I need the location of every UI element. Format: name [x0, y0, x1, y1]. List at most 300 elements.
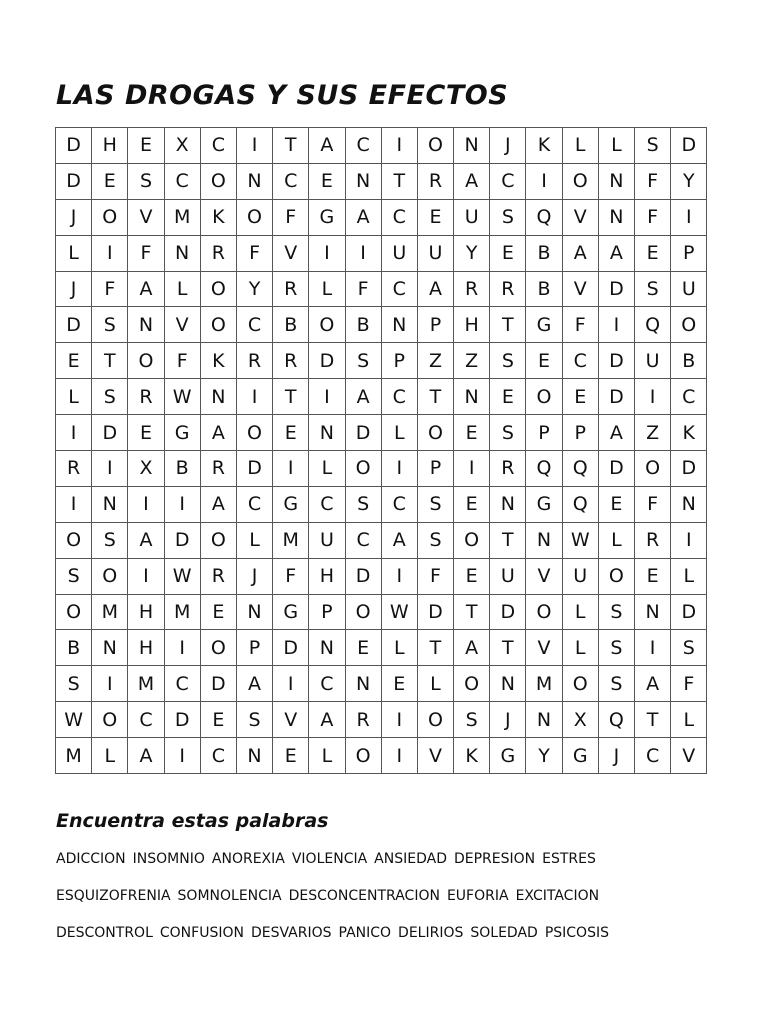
grid-cell: O — [454, 666, 490, 702]
grid-cell: D — [599, 451, 635, 487]
grid-cell: N — [454, 128, 490, 164]
grid-cell: E — [599, 487, 635, 523]
grid-cell: C — [346, 523, 382, 559]
grid-cell: R — [635, 523, 671, 559]
grid-cell: E — [382, 666, 418, 702]
grid-cell: G — [309, 200, 345, 236]
grid-cell: C — [309, 487, 345, 523]
grid-cell: M — [128, 666, 164, 702]
word-list-line-1 — [56, 849, 603, 869]
grid-cell: I — [382, 559, 418, 595]
grid-cell: N — [92, 487, 128, 523]
grid-cell: W — [56, 702, 92, 738]
grid-cell: P — [237, 630, 273, 666]
grid-cell: H — [454, 307, 490, 343]
grid-cell: I — [382, 738, 418, 774]
grid-cell: O — [563, 666, 599, 702]
grid-cell: F — [128, 236, 164, 272]
grid-cell: I — [273, 666, 309, 702]
grid-cell: D — [237, 451, 273, 487]
grid-cell: S — [599, 666, 635, 702]
grid-cell: N — [490, 666, 526, 702]
grid-cell: I — [237, 128, 273, 164]
grid-cell: O — [635, 451, 671, 487]
grid-cell: C — [382, 272, 418, 308]
grid-cell: V — [563, 200, 599, 236]
grid-cell: N — [526, 702, 562, 738]
grid-cell: T — [454, 595, 490, 631]
grid-cell: I — [92, 451, 128, 487]
grid-cell: O — [418, 128, 454, 164]
grid-cell: F — [635, 487, 671, 523]
grid-cell: L — [309, 451, 345, 487]
grid-cell: T — [490, 307, 526, 343]
page-title: LAS DROGAS Y SUS EFECTOS — [56, 80, 509, 111]
grid-cell: S — [454, 702, 490, 738]
grid-cell: S — [92, 523, 128, 559]
grid-cell: E — [92, 164, 128, 200]
grid-cell: N — [309, 630, 345, 666]
grid-cell: O — [201, 307, 237, 343]
grid-cell: D — [56, 307, 92, 343]
word-item: DELIRIOS — [398, 925, 464, 941]
grid-cell: I — [635, 379, 671, 415]
grid-cell: C — [128, 702, 164, 738]
grid-cell: N — [92, 630, 128, 666]
grid-cell: A — [128, 523, 164, 559]
grid-cell: J — [490, 702, 526, 738]
grid-cell: B — [526, 272, 562, 308]
grid-cell: Z — [635, 415, 671, 451]
grid-cell: A — [201, 487, 237, 523]
grid-cell: I — [671, 523, 707, 559]
grid-cell: O — [92, 702, 128, 738]
grid-cell: C — [273, 164, 309, 200]
grid-cell: N — [599, 164, 635, 200]
grid-cell: S — [56, 559, 92, 595]
grid-cell: E — [273, 415, 309, 451]
grid-cell: C — [165, 666, 201, 702]
grid-cell: C — [635, 738, 671, 774]
grid-cell: O — [56, 595, 92, 631]
grid-cell: M — [92, 595, 128, 631]
grid-cell: I — [165, 630, 201, 666]
grid-cell: I — [128, 559, 164, 595]
grid-cell: G — [526, 307, 562, 343]
grid-cell: R — [490, 272, 526, 308]
grid-cell: A — [635, 666, 671, 702]
grid-cell: V — [273, 702, 309, 738]
grid-cell: O — [599, 559, 635, 595]
grid-cell: F — [273, 200, 309, 236]
grid-cell: F — [671, 666, 707, 702]
grid-cell: A — [454, 630, 490, 666]
grid-cell: S — [237, 702, 273, 738]
grid-cell: E — [273, 738, 309, 774]
grid-cell: L — [56, 236, 92, 272]
grid-cell: D — [92, 415, 128, 451]
grid-cell: E — [490, 379, 526, 415]
grid-cell: N — [490, 487, 526, 523]
grid-cell: D — [346, 559, 382, 595]
grid-cell: L — [599, 523, 635, 559]
grid-cell: O — [92, 559, 128, 595]
word-item: DESCONTROL — [56, 925, 153, 941]
grid-cell: W — [165, 379, 201, 415]
grid-cell: F — [92, 272, 128, 308]
grid-cell: G — [526, 487, 562, 523]
grid-cell: T — [418, 630, 454, 666]
grid-cell: L — [382, 630, 418, 666]
grid-cell: H — [128, 630, 164, 666]
grid-cell: Q — [526, 200, 562, 236]
grid-cell: R — [418, 164, 454, 200]
grid-cell: E — [635, 236, 671, 272]
grid-cell: A — [128, 272, 164, 308]
grid-cell: D — [599, 272, 635, 308]
grid-cell: S — [128, 164, 164, 200]
grid-cell: E — [526, 343, 562, 379]
grid-cell: V — [128, 200, 164, 236]
grid-cell: D — [671, 595, 707, 631]
grid-cell: O — [346, 738, 382, 774]
grid-cell: Y — [454, 236, 490, 272]
grid-cell: O — [563, 164, 599, 200]
grid-cell: K — [671, 415, 707, 451]
grid-cell: M — [165, 200, 201, 236]
grid-cell: K — [454, 738, 490, 774]
grid-cell: N — [237, 738, 273, 774]
grid-cell: I — [165, 487, 201, 523]
grid-cell: N — [346, 666, 382, 702]
grid-cell: I — [128, 487, 164, 523]
grid-cell: I — [165, 738, 201, 774]
grid-cell: O — [309, 307, 345, 343]
grid-cell: O — [237, 415, 273, 451]
grid-cell: C — [563, 343, 599, 379]
grid-cell: J — [56, 200, 92, 236]
grid-cell: C — [382, 379, 418, 415]
grid-cell: I — [599, 307, 635, 343]
grid-cell: V — [526, 630, 562, 666]
grid-cell: L — [237, 523, 273, 559]
grid-cell: E — [201, 595, 237, 631]
grid-cell: N — [237, 595, 273, 631]
grid-cell: L — [563, 128, 599, 164]
grid-cell: C — [165, 164, 201, 200]
grid-cell: F — [635, 200, 671, 236]
grid-cell: E — [563, 379, 599, 415]
grid-cell: E — [201, 702, 237, 738]
grid-cell: U — [671, 272, 707, 308]
grid-cell: R — [201, 451, 237, 487]
grid-cell: E — [128, 415, 164, 451]
grid-cell: N — [346, 164, 382, 200]
grid-cell: M — [526, 666, 562, 702]
grid-cell: C — [309, 666, 345, 702]
grid-cell: L — [309, 738, 345, 774]
grid-cell: N — [382, 307, 418, 343]
grid-cell: Y — [237, 272, 273, 308]
grid-cell: G — [563, 738, 599, 774]
grid-cell: C — [201, 128, 237, 164]
grid-cell: T — [273, 379, 309, 415]
grid-cell: N — [526, 523, 562, 559]
grid-cell: N — [599, 200, 635, 236]
grid-cell: A — [201, 415, 237, 451]
grid-cell: O — [346, 451, 382, 487]
grid-cell: V — [165, 307, 201, 343]
grid-cell: D — [309, 343, 345, 379]
grid-cell: T — [635, 702, 671, 738]
grid-cell: A — [128, 738, 164, 774]
grid-cell: A — [237, 666, 273, 702]
grid-cell: P — [418, 451, 454, 487]
grid-cell: L — [165, 272, 201, 308]
grid-cell: D — [599, 343, 635, 379]
grid-cell: U — [635, 343, 671, 379]
grid-cell: L — [56, 379, 92, 415]
word-item: DESCONCENTRACION — [288, 888, 440, 904]
grid-cell: D — [671, 451, 707, 487]
grid-cell: V — [418, 738, 454, 774]
grid-cell: F — [165, 343, 201, 379]
grid-cell: P — [382, 343, 418, 379]
grid-cell: K — [201, 200, 237, 236]
grid-cell: O — [201, 164, 237, 200]
grid-cell: R — [201, 236, 237, 272]
grid-cell: L — [671, 702, 707, 738]
grid-cell: R — [128, 379, 164, 415]
grid-cell: L — [599, 128, 635, 164]
grid-cell: O — [237, 200, 273, 236]
grid-cell: G — [490, 738, 526, 774]
grid-cell: S — [599, 595, 635, 631]
grid-cell: A — [382, 523, 418, 559]
grid-cell: P — [418, 307, 454, 343]
grid-cell: L — [671, 559, 707, 595]
grid-cell: U — [418, 236, 454, 272]
grid-cell: I — [346, 236, 382, 272]
grid-cell: C — [671, 379, 707, 415]
grid-cell: E — [490, 236, 526, 272]
grid-cell: U — [309, 523, 345, 559]
grid-cell: R — [454, 272, 490, 308]
word-item: PSICOSIS — [544, 925, 609, 941]
grid-cell: U — [454, 200, 490, 236]
grid-cell: T — [418, 379, 454, 415]
grid-cell: B — [56, 630, 92, 666]
grid-cell: D — [418, 595, 454, 631]
grid-cell: H — [128, 595, 164, 631]
grid-cell: N — [454, 379, 490, 415]
grid-cell: C — [237, 307, 273, 343]
grid-cell: Q — [526, 451, 562, 487]
grid-cell: S — [92, 379, 128, 415]
word-item: ESQUIZOFRENIA — [56, 888, 171, 904]
grid-cell: A — [309, 128, 345, 164]
grid-cell: V — [526, 559, 562, 595]
grid-cell: N — [671, 487, 707, 523]
grid-cell: O — [346, 595, 382, 631]
grid-cell: Y — [526, 738, 562, 774]
grid-cell: O — [56, 523, 92, 559]
grid-cell: K — [201, 343, 237, 379]
grid-cell: U — [490, 559, 526, 595]
word-item: PANICO — [338, 925, 392, 941]
grid-cell: P — [671, 236, 707, 272]
word-item: EUFORIA — [446, 888, 509, 904]
grid-cell: M — [56, 738, 92, 774]
grid-cell: P — [309, 595, 345, 631]
grid-cell: L — [418, 666, 454, 702]
grid-cell: S — [635, 272, 671, 308]
grid-cell: O — [418, 702, 454, 738]
grid-cell: I — [92, 666, 128, 702]
grid-cell: V — [563, 272, 599, 308]
grid-cell: S — [490, 415, 526, 451]
grid-cell: W — [563, 523, 599, 559]
grid-cell: B — [273, 307, 309, 343]
grid-cell: R — [56, 451, 92, 487]
grid-cell: B — [671, 343, 707, 379]
grid-cell: D — [165, 523, 201, 559]
grid-cell: I — [309, 236, 345, 272]
grid-cell: J — [599, 738, 635, 774]
grid-cell: D — [346, 415, 382, 451]
grid-cell: A — [309, 702, 345, 738]
grid-cell: D — [273, 630, 309, 666]
grid-cell: C — [201, 738, 237, 774]
grid-cell: F — [273, 559, 309, 595]
grid-cell: I — [92, 236, 128, 272]
grid-cell: Q — [563, 451, 599, 487]
word-item: EXCITACION — [515, 888, 600, 904]
grid-cell: D — [201, 666, 237, 702]
grid-cell: W — [382, 595, 418, 631]
grid-cell: S — [346, 343, 382, 379]
grid-cell: Q — [563, 487, 599, 523]
grid-cell: I — [671, 200, 707, 236]
grid-cell: I — [382, 702, 418, 738]
grid-cell: I — [382, 451, 418, 487]
word-list-line-3 — [56, 923, 616, 943]
grid-cell: O — [526, 379, 562, 415]
grid-cell: G — [273, 595, 309, 631]
grid-cell: H — [309, 559, 345, 595]
grid-cell: T — [382, 164, 418, 200]
grid-cell: D — [165, 702, 201, 738]
grid-cell: Y — [671, 164, 707, 200]
grid-cell: E — [309, 164, 345, 200]
grid-cell: T — [92, 343, 128, 379]
grid-cell: M — [273, 523, 309, 559]
grid-cell: X — [563, 702, 599, 738]
grid-cell: D — [56, 164, 92, 200]
word-item: INSOMNIO — [132, 851, 205, 867]
grid-cell: C — [490, 164, 526, 200]
grid-cell: Q — [599, 702, 635, 738]
grid-cell: C — [237, 487, 273, 523]
grid-cell: L — [382, 415, 418, 451]
grid-cell: C — [382, 487, 418, 523]
grid-cell: A — [418, 272, 454, 308]
grid-cell: S — [635, 128, 671, 164]
grid-cell: J — [56, 272, 92, 308]
grid-cell: E — [454, 415, 490, 451]
grid-cell: O — [671, 307, 707, 343]
grid-cell: I — [309, 379, 345, 415]
grid-cell: I — [56, 415, 92, 451]
grid-cell: F — [563, 307, 599, 343]
grid-cell: T — [273, 128, 309, 164]
grid-cell: Q — [635, 307, 671, 343]
words-heading: Encuentra estas palabras — [56, 810, 329, 832]
grid-cell: L — [563, 630, 599, 666]
word-item: CONFUSION — [159, 925, 244, 941]
grid-cell: S — [92, 307, 128, 343]
grid-cell: S — [599, 630, 635, 666]
grid-cell: E — [418, 200, 454, 236]
word-search-grid — [55, 127, 707, 774]
word-item: SOMNOLENCIA — [177, 888, 282, 904]
grid-cell: S — [490, 200, 526, 236]
grid-cell: O — [92, 200, 128, 236]
word-item: ANOREXIA — [211, 851, 285, 867]
grid-cell: D — [599, 379, 635, 415]
grid-cell: A — [454, 164, 490, 200]
word-list-line-2 — [56, 886, 606, 906]
grid-cell: T — [490, 523, 526, 559]
grid-cell: N — [237, 164, 273, 200]
grid-cell: R — [201, 559, 237, 595]
grid-cell: O — [128, 343, 164, 379]
grid-cell: R — [490, 451, 526, 487]
grid-cell: S — [346, 487, 382, 523]
grid-cell: O — [454, 523, 490, 559]
grid-cell: G — [273, 487, 309, 523]
grid-cell: I — [237, 379, 273, 415]
grid-cell: O — [201, 630, 237, 666]
word-item: DESVARIOS — [250, 925, 332, 941]
grid-cell: A — [563, 236, 599, 272]
grid-cell: N — [201, 379, 237, 415]
grid-cell: L — [563, 595, 599, 631]
grid-cell: S — [671, 630, 707, 666]
grid-cell: E — [635, 559, 671, 595]
grid-cell: N — [309, 415, 345, 451]
word-item: ESTRES — [542, 851, 596, 867]
grid-cell: P — [526, 415, 562, 451]
grid-cell: C — [346, 128, 382, 164]
grid-cell: H — [92, 128, 128, 164]
word-item: DEPRESION — [453, 851, 536, 867]
grid-cell: E — [454, 487, 490, 523]
grid-cell: S — [490, 343, 526, 379]
grid-cell: X — [128, 451, 164, 487]
grid-cell: A — [599, 236, 635, 272]
grid-cell: J — [490, 128, 526, 164]
grid-cell: N — [128, 307, 164, 343]
word-item: VIOLENCIA — [291, 851, 368, 867]
grid-cell: R — [237, 343, 273, 379]
grid-cell: A — [346, 200, 382, 236]
grid-cell: V — [671, 738, 707, 774]
grid-cell: S — [56, 666, 92, 702]
grid-cell: S — [418, 487, 454, 523]
grid-cell: R — [273, 272, 309, 308]
grid-cell: F — [635, 164, 671, 200]
